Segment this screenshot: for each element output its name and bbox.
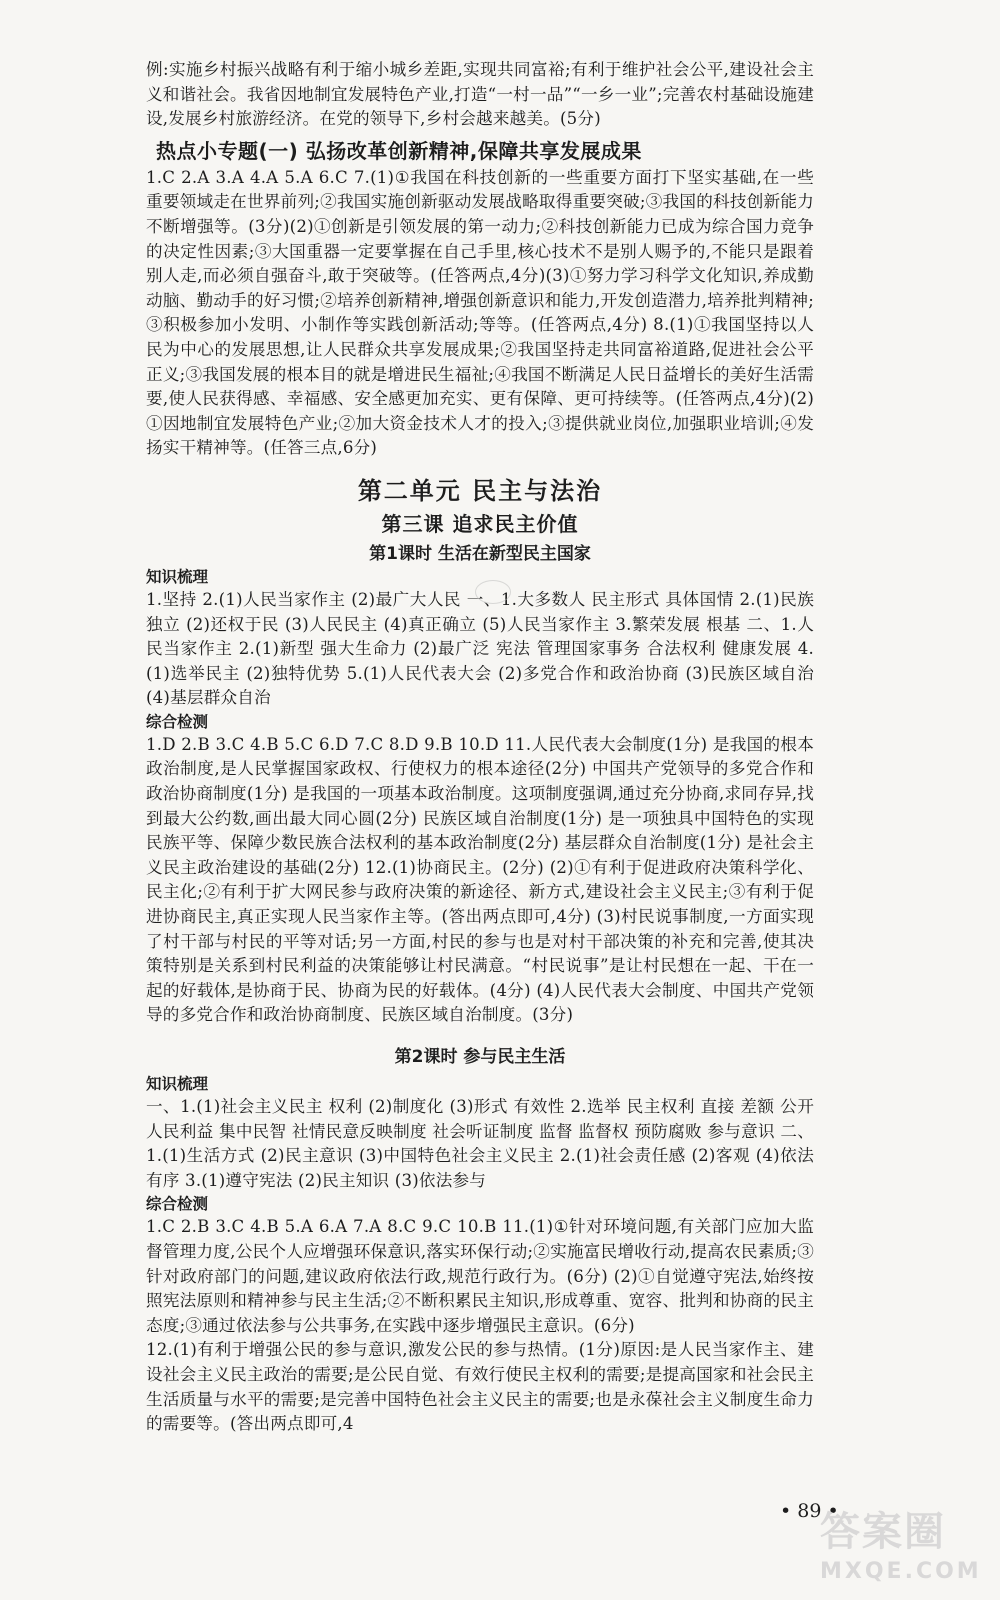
answer-page xyxy=(146,58,814,1437)
period2-title: 第2课时 参与民主生活 xyxy=(394,1047,566,1067)
period2-test-label: 综合检测 xyxy=(146,1195,209,1214)
period2-knowledge: 一、1.(1)社会主义民主 权利 (2)制度化 (3)形式 有效性 2.选举 民主权利 直接 差额 公开 人民利益 集中民智 社情民意反映制度 社会听证制度 监督 监督权 预防腐败 参与意识 二、1.(1)生活方式 (2)民主意识 (3)中国特色社会主义民主 2.(1)社会责任感 (2)客观 (4)依法有序 3.(1)遵守宪法 (2)民主知识 (3)依法参与 xyxy=(146,1097,814,1190)
period1-knowledge-label: 知识梳理 xyxy=(146,567,209,586)
period1-test: 1.D 2.B 3.C 4.B 5.C 6.D 7.C 8.D 9.B 10.D 11.人民代表大会制度(1分) 是我国的根本政治制度,是人民掌握国家政权、行使权力的根本途径(2分) 中国共产党领导的多党合作和政治协商制度(1分) 是我国的一项基本政治制度。这项制度强调,通过充分协商,求同存异,找到最大公约数,画出最大同心圆(2分) 民族区域自治制度(1分) 是一项独具中国特色的实现民族平等、保障少数民族合法权利的基本政治制度(2分) 基层群众自治制度(1分) 是社会主义民主政治建设的基础(2分) 12.(1)协商民主。(2分) (2)①有利于促进政府决策科学化、民主化;②有利于扩大网民参与政府决策的新途径、新方式,建设社会主义民主;③有利于促进协商民主,真正实现人民当家作主等。(答出两点即可,4分) (3)村民说事制度,一方面实现了村干部与村民的平等对话;另一方面,村民的参与也是对村干部决策的补充和完善,使其决策特别是关系到村民利益的决策能够让村民满意。“村民说事”是让村民想在一起、干在一起的好载体,是协商于民、协商为民的好载体。(4分) (4)人民代表大会制度、中国共产党领导的多党合作和政治协商制度、民族区域自治制度。(3分) xyxy=(146,734,814,1025)
period1-test-label: 综合检测 xyxy=(146,712,209,731)
page-number: • 89 • xyxy=(780,1500,839,1522)
watermark-text-top: 答案圈 xyxy=(820,1509,946,1555)
faint-stamp-mark xyxy=(475,580,511,604)
period1-knowledge: 1.坚持 2.(1)人民当家作主 (2)最广大人民 一、1.大多数人 民主形式 具体国情 2.(1)民族独立 (2)还权于民 (3)人民民主 (4)真正确立 (5)人民当家作主 3.繁荣发展 根基 二、1.人民当家作主 2.(1)新型 强大生命力 (2)最广泛 宪法 管理国家事务 合法权利 健康发展 4.(1)选举民主 (2)独特优势 5.(1)人民代表大会 (2)多党合作和政治协商 (3)民族区域自治 (4)基层群众自治 xyxy=(146,589,814,708)
hot-topic-answers: 1.C 2.A 3.A 4.A 5.A 6.C 7.(1)①我国在科技创新的一些重要方面打下坚实基础,在一些重要领域走在世界前列;②我国实施创新驱动发展战略取得重要突破;③我国的科技创新能力不断增强等。(3分)(2)①创新是引领发展的第一动力;②科技创新能力已成为综合国力竞争的决定性因素;③大国重器一定要掌握在自己手里,核心技术不是别人赐予的,不能只是跟着别人走,而必须自强奋斗,敢于突破等。(任答两点,4分)(3)①努力学习科学文化知识,养成勤动脑、勤动手的好习惯;②培养创新精神,增强创新意识和能力,开发创造潜力,培养批判精神;③积极参加小发明、小制作等实践创新活动;等等。(任答两点,4分) 8.(1)①我国坚持以人民为中心的发展思想,让人民群众共享发展成果;②我国坚持走共同富裕道路,促进社会公平正义;③我国发展的根本目的就是增进民生福祉;④我国不断满足人民日益增长的美好生活需要,使人民获得感、幸福感、安全感更加充实、更有保障、更可持续等。(任答两点,4分)(2)①因地制宜发展特色产业;②加大资金技术人才的投入;③提供就业岗位,加强职业培训;④发扬实干精神等。(任答三点,6分) xyxy=(146,167,814,458)
site-watermark-logo xyxy=(820,1500,990,1595)
lesson-title: 第三课 追求民主价值 xyxy=(381,511,579,536)
unit-title: 第二单元 民主与法治 xyxy=(357,476,603,505)
intro-paragraph: 例:实施乡村振兴战略有利于缩小城乡差距,实现共同富裕;有利于维护社会公平,建设社会主义和谐社会。我省因地制宜发展特色产业,打造“一村一品”“一乡一业”;完善农村基础设施建设,发展乡村旅游经济。在党的领导下,乡村会越来越美。(5分) xyxy=(146,60,814,129)
period2-q12: 12.(1)有利于增强公民的参与意识,激发公民的参与热情。(1分)原因:是人民当家作主、建设社会主义民主政治的需要;是公民自觉、有效行使民主权利的需要;是提高国家和社会民主生活质量与水平的需要;是完善中国特色社会主义民主的需要;也是永葆社会主义制度生命力的需要等。(答出两点即可,4 xyxy=(146,1340,814,1434)
watermark-text-bottom: MXQE.COM xyxy=(820,1559,982,1584)
period2-test: 1.C 2.B 3.C 4.B 5.A 6.A 7.A 8.C 9.C 10.B 11.(1)①针对环境问题,有关部门应加大监督管理力度,公民个人应增强环保意识,落实环保行动;②实施富民增收行动,提高农民素质;③针对政府部门的问题,建议政府依法行政,规范行政行为。(6分) (2)①自觉遵守宪法,始终按照宪法原则和精神参与民主生活;②不断积累民主知识,形成尊重、宽容、批判和协商的民主态度;③通过依法参与公共事务,在实践中逐步增强民主意识。(6分) xyxy=(146,1217,814,1335)
period1-title: 第1课时 生活在新型民主国家 xyxy=(369,543,591,564)
hot-topic-title: 热点小专题(一) 弘扬改革创新精神,保障共享发展成果 xyxy=(156,138,642,163)
period2-knowledge-label: 知识梳理 xyxy=(146,1075,209,1093)
